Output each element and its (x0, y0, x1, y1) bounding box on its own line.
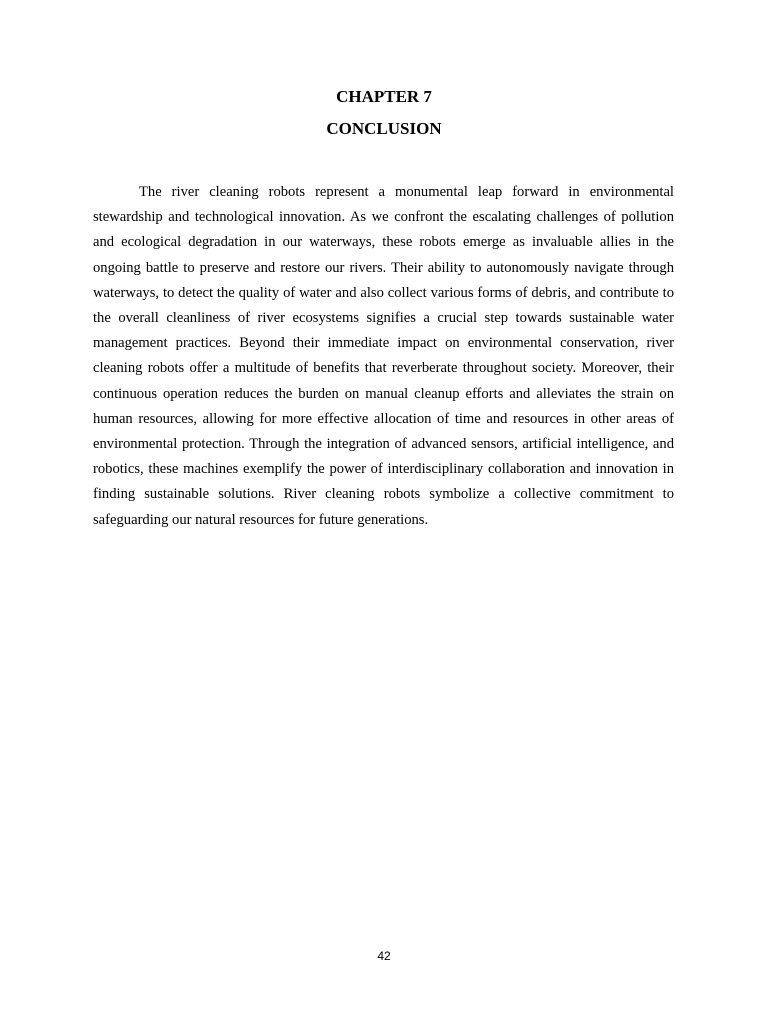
page-number: 42 (377, 949, 391, 963)
chapter-title: CONCLUSION (326, 119, 442, 138)
conclusion-paragraph: The river cleaning robots represent a monumental leap forward in environmental stewardship and technological innovation. As we confront the escalating challenges of pollution and ecological degradation in our waterways, these robots emerge as invaluable allies in the ongoing battle to preserve and restore our rivers. Their ability to autonomously navigate through waterways, to detect the quality of water and also collect various forms of debris, and contribute to the overall cleanliness of river ecosystems signifies a crucial step towards sustainable water management practices. Beyond their immediate impact on environmental conservation, river cleaning robots offer a multitude of benefits that reverberate throughout society. Moreover, their continuous operation reduces the burden on manual cleanup efforts and alleviates the strain on human resources, allowing for more effective allocation of time and resources in other areas of environmental protection. Through the integration of advanced sensors, artificial intelligence, and robotics, these machines exemplify the power of interdisciplinary collaboration and innovation in finding sustainable solutions. River cleaning robots symbolize a collective commitment to safeguarding our natural resources for future generations. (93, 184, 674, 528)
chapter-number: CHAPTER 7 (336, 87, 432, 106)
